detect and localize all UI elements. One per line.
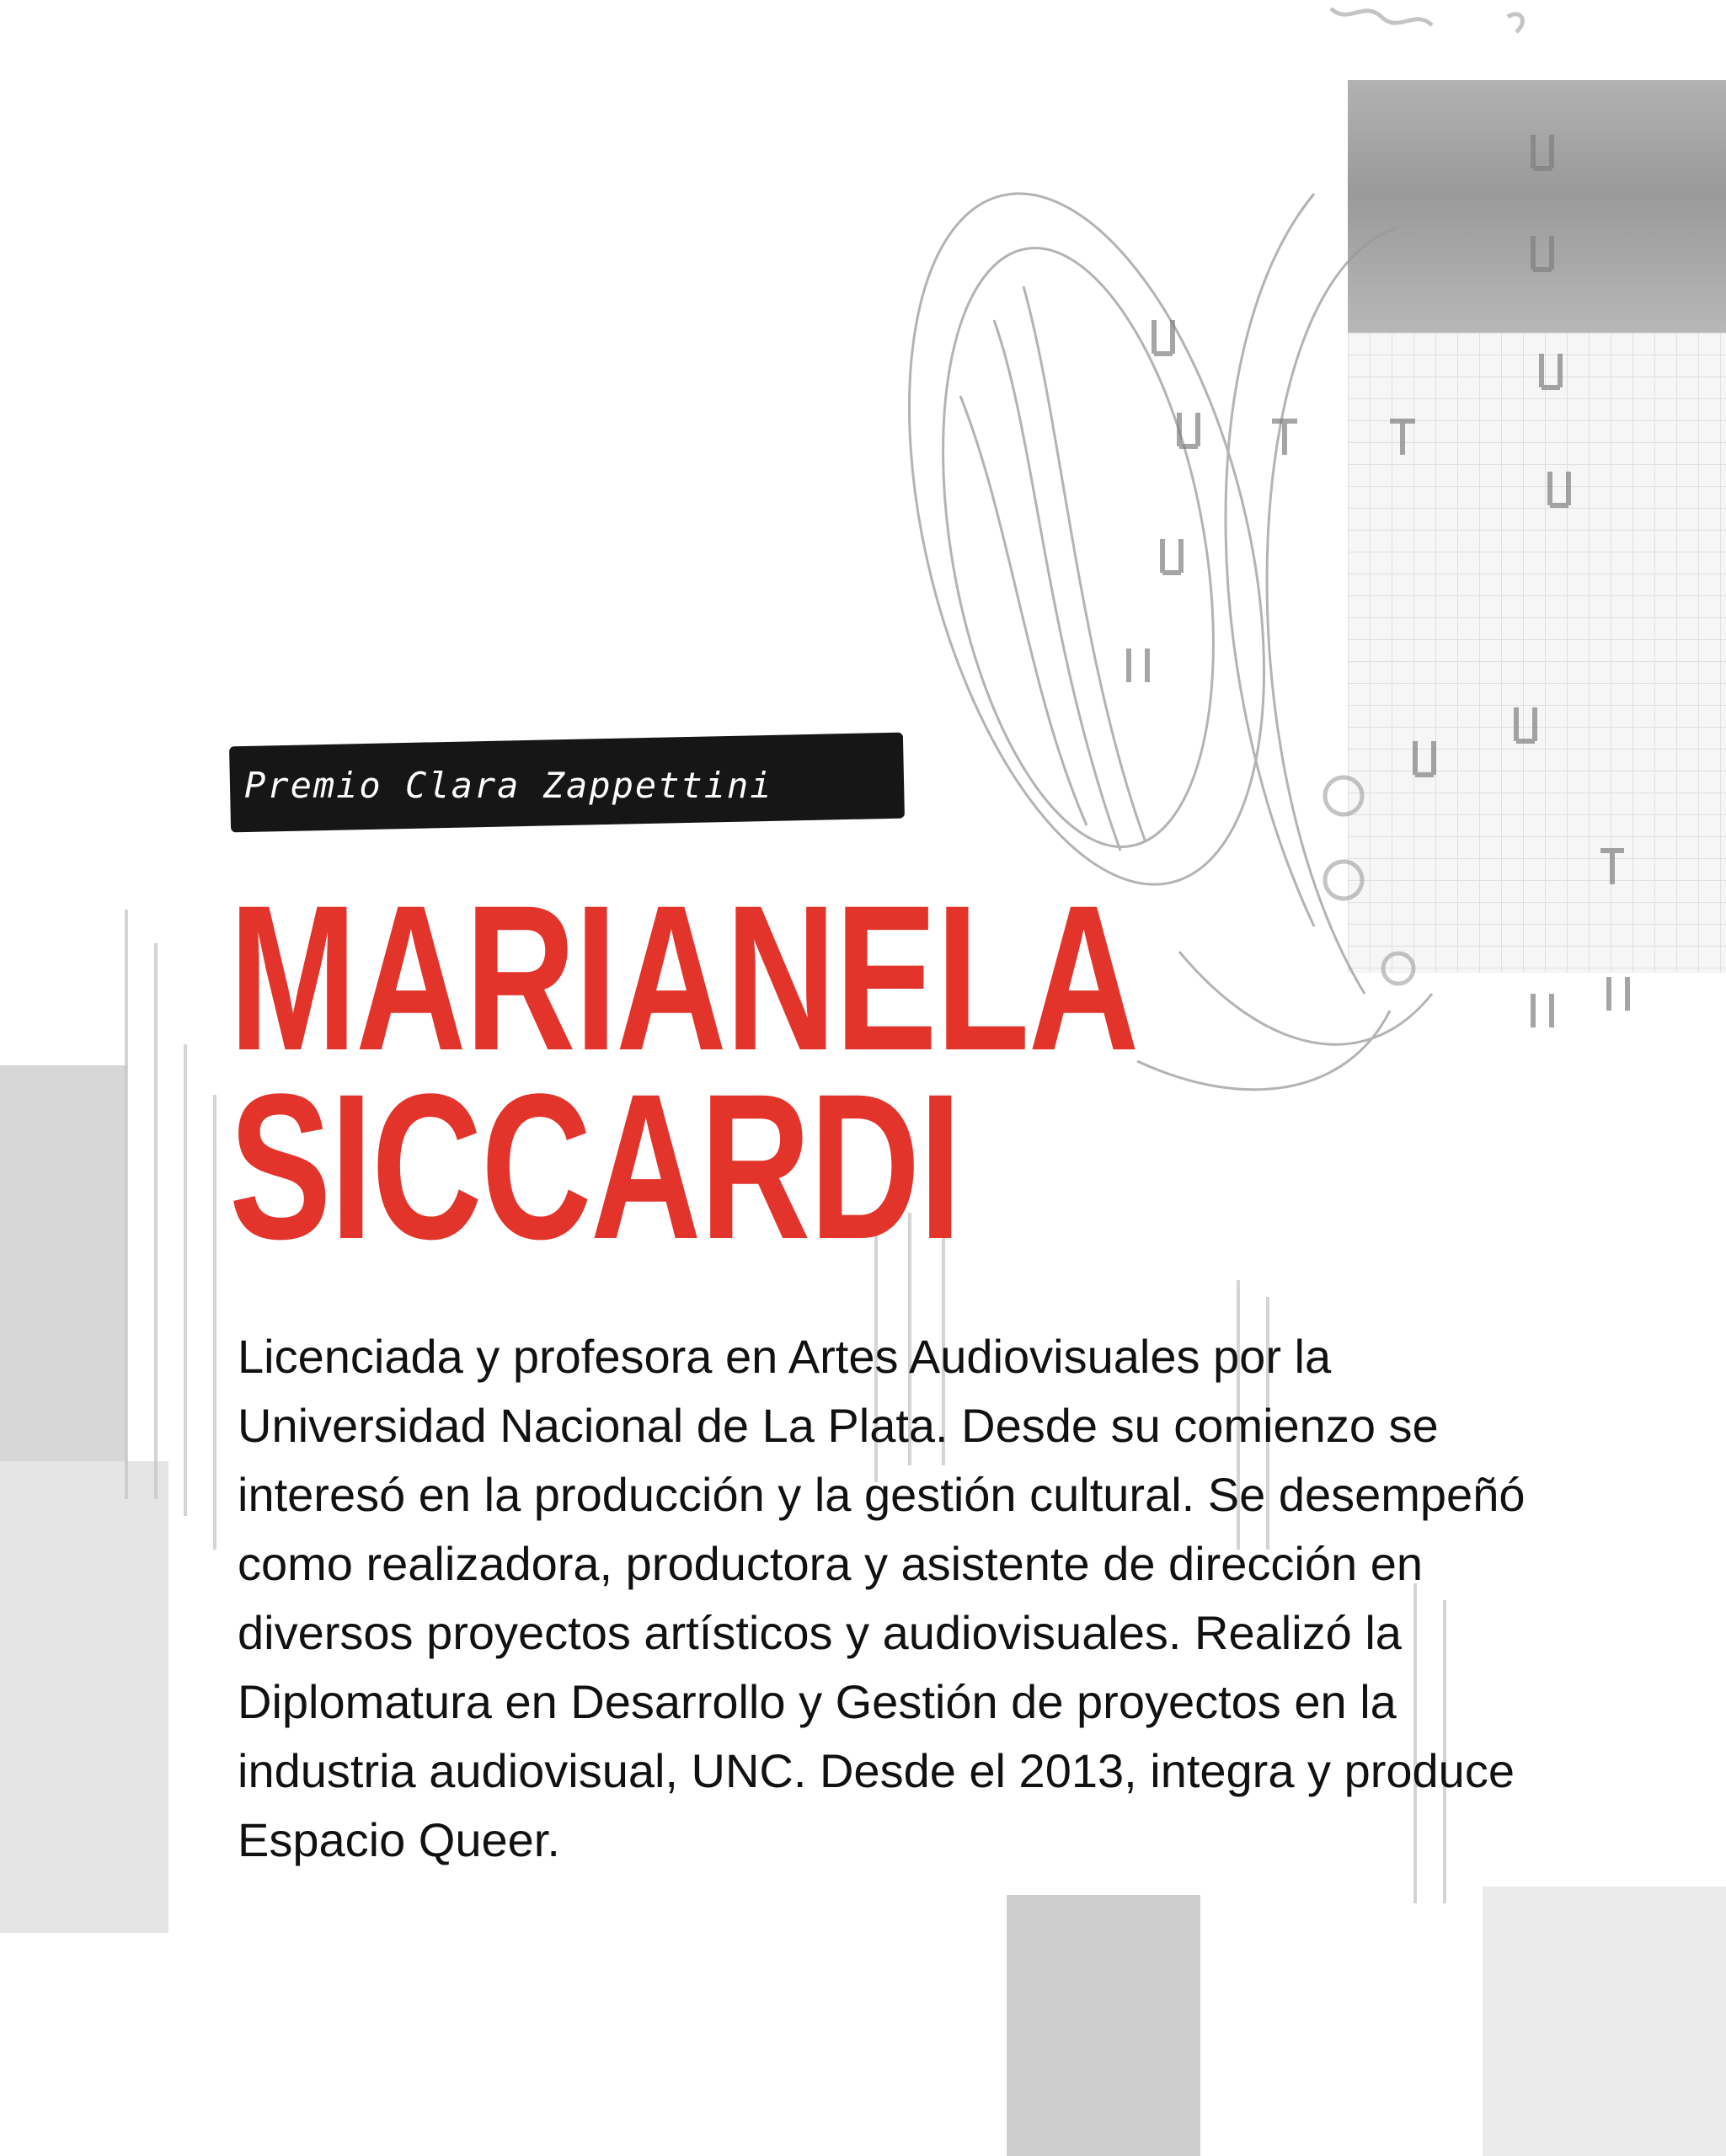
award-label: Premio Clara Zappettini — [244, 765, 773, 806]
biography-text: Licenciada y profesora en Artes Audiovisuales por la Universidad Nacional de La Plata. Desde su comienzo se interesó en la producción y la gestión cultural. Se desempeñó como realizadora, productora y asistente de dirección en diversos proyectos artísticos y audiovisuales. Realizó la Diplomatura en Desarrollo y Gestión de proyectos en la industria audiovisual, UNC. Desde el 2013, integra y produce Espacio Queer. — [238, 1330, 1526, 1866]
person-name — [229, 862, 1164, 1283]
name-second-line: SICCARDI — [229, 1051, 961, 1283]
name-first-line: MARIANELA — [229, 862, 1138, 1094]
